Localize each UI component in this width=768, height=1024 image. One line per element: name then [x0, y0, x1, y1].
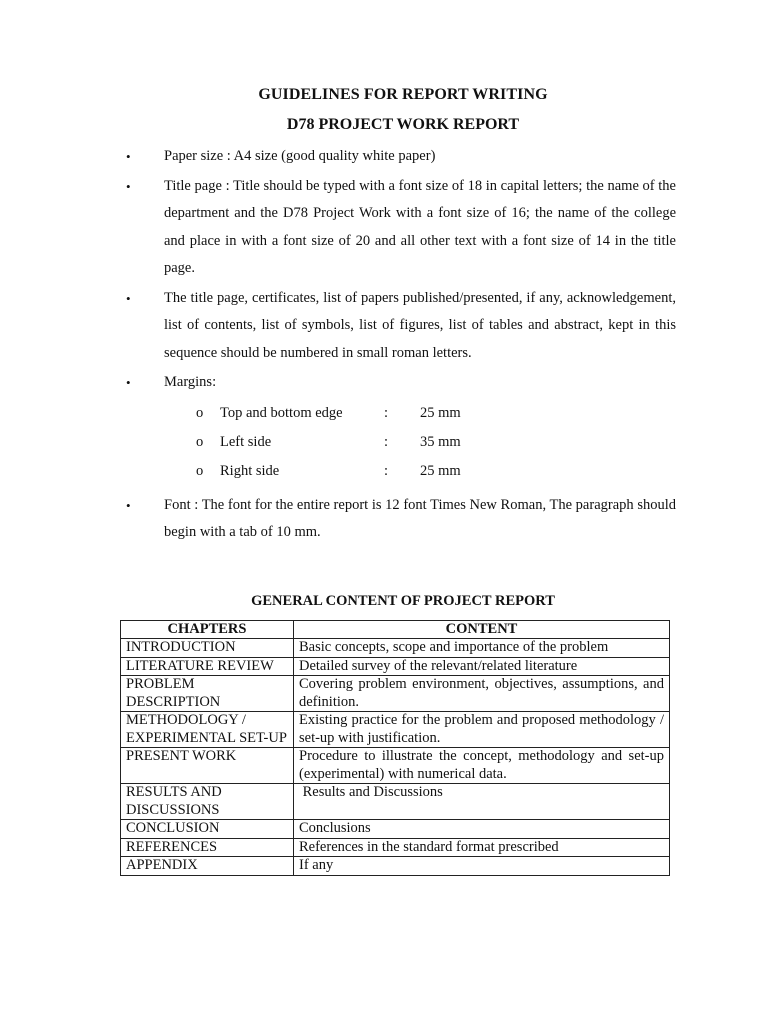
table-row: [121, 838, 670, 857]
chapter-cell: METHODOLOGY / EXPERIMENTAL SET-UP: [121, 712, 294, 748]
bullet-icon: •: [126, 497, 131, 513]
guideline-text: Title page : Title should be typed with a font size of 18 in capital letters; the name of the department and the D78 Project Work with a font size of 16; the name of the college and place in with a font size of 20 and all other text with a font size of 14 in the title page.: [164, 177, 676, 276]
margin-label: Right side: [220, 462, 280, 479]
table-row: [121, 820, 670, 839]
margin-colon: :: [384, 462, 389, 479]
table-title: GENERAL CONTENT OF PROJECT REPORT: [251, 593, 555, 609]
chapter-cell: PROBLEM DESCRIPTION: [121, 676, 294, 712]
margin-colon: :: [384, 433, 389, 450]
margin-item: [120, 399, 676, 428]
guideline-paper-size: [120, 143, 676, 171]
margin-item: [120, 457, 676, 486]
content-cell: Detailed survey of the relevant/related literature: [294, 657, 670, 676]
content-cell: Covering problem environment, objectives, assumptions, and definition.: [294, 676, 670, 712]
guideline-text: The title page, certificates, list of papers published/presented, if any, acknowledgement, list of contents, list of symbols, list of figures, list of tables and abstract, kept in this sequence should be numbered in small roman letters.: [164, 289, 676, 361]
column-header-content: CONTENT: [294, 621, 670, 639]
document-title: GUIDELINES FOR REPORT WRITING: [258, 86, 548, 103]
table-row: [121, 784, 670, 820]
table-row: [121, 676, 670, 712]
content-cell: References in the standard format prescribed: [294, 838, 670, 857]
margin-value: 25 mm: [420, 404, 461, 421]
content-cell: Results and Discussions: [294, 784, 670, 820]
margin-item: [120, 428, 676, 457]
guideline-text: Font : The font for the entire report is 12 font Times New Roman, The paragraph should begin with a tab of 10 mm.: [164, 496, 676, 540]
chapter-cell: RESULTS AND DISCUSSIONS: [121, 784, 294, 820]
guidelines-list: [120, 143, 676, 549]
margins-sublist: [120, 399, 676, 486]
table-row: [121, 748, 670, 784]
guideline-text: Paper size : A4 size (good quality white paper): [164, 148, 436, 164]
content-cell: Conclusions: [294, 820, 670, 839]
chapter-cell: PRESENT WORK: [121, 748, 294, 784]
bullet-icon: •: [126, 178, 131, 194]
bullet-icon: •: [126, 375, 131, 390]
sub-bullet-icon: o: [196, 404, 204, 421]
margins-sublist-container: [120, 399, 676, 486]
table-header-row: [121, 621, 670, 639]
guideline-title-page: [120, 173, 676, 283]
margin-label: Left side: [220, 433, 272, 450]
chapter-cell: LITERATURE REVIEW: [121, 657, 294, 676]
bullet-icon: •: [126, 149, 131, 164]
chapter-cell: INTRODUCTION: [121, 639, 294, 658]
table-row: [121, 712, 670, 748]
guideline-font: [120, 492, 676, 547]
document-subtitle: D78 PROJECT WORK REPORT: [286, 116, 520, 133]
column-header-chapters: CHAPTERS: [121, 621, 294, 639]
chapter-cell: REFERENCES: [121, 838, 294, 857]
margin-colon: :: [384, 404, 389, 421]
table-row: [121, 857, 670, 876]
margin-value: 35 mm: [420, 433, 461, 450]
guideline-numbering: [120, 285, 676, 368]
content-cell: Existing practice for the problem and proposed methodology / set-up with justification.: [294, 712, 670, 748]
table-row: [121, 657, 670, 676]
content-cell: If any: [294, 857, 670, 876]
sub-bullet-icon: o: [196, 433, 204, 450]
bullet-icon: •: [126, 290, 131, 306]
sub-bullet-icon: o: [196, 462, 204, 479]
content-cell: Basic concepts, scope and importance of the problem: [294, 639, 670, 658]
chapter-cell: CONCLUSION: [121, 820, 294, 839]
margin-value: 25 mm: [420, 462, 461, 479]
content-table: [120, 620, 670, 876]
content-cell: Procedure to illustrate the concept, methodology and set-up (experimental) with numerical data.: [294, 748, 670, 784]
guideline-text: Margins:: [164, 374, 217, 390]
margin-label: Top and bottom edge: [220, 404, 343, 421]
table-row: [121, 639, 670, 658]
chapter-cell: APPENDIX: [121, 857, 294, 876]
guideline-margins: [120, 369, 676, 397]
